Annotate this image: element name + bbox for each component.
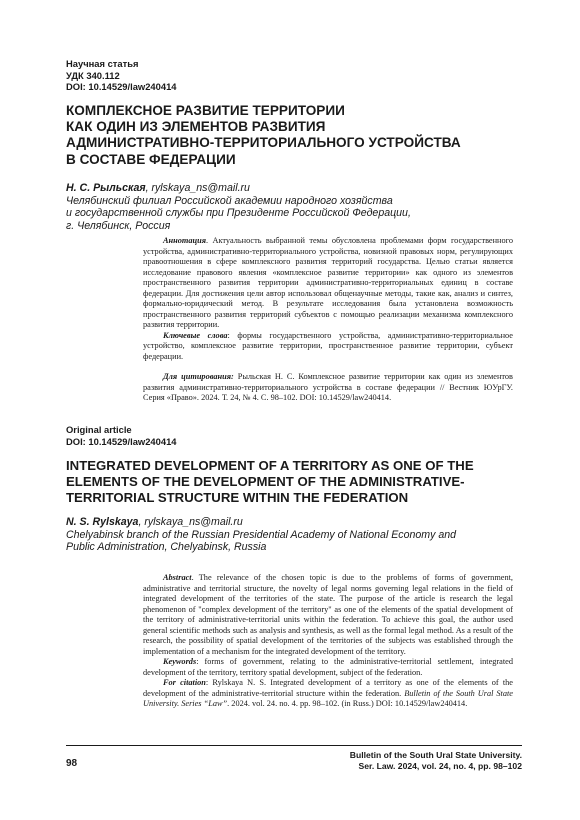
- en-title-line: TERRITORIAL STRUCTURE WITHIN THE FEDERATION: [66, 490, 409, 505]
- en-author-line: [66, 516, 456, 529]
- en-title-line: ELEMENTS OF THE DEVELOPMENT OF THE ADMINISTRATIVE-: [66, 474, 465, 489]
- en-abstract-label: Abstract: [163, 573, 192, 582]
- en-author-block: [66, 516, 456, 554]
- footer-rule: [66, 745, 522, 746]
- en-abstract: [143, 573, 513, 657]
- en-citation-text-2: . 2024. vol. 24. no. 4. pp. 98–102. (in Russ.) DOI: 10.14529/law240414.: [227, 699, 468, 708]
- ru-article-type: Научная статья: [66, 58, 139, 69]
- en-keywords-label: Keywords: [163, 657, 197, 666]
- ru-title-line: КОМПЛЕКСНОЕ РАЗВИТИЕ ТЕРРИТОРИИ: [66, 103, 345, 118]
- ru-affiliation-line: Челябинский филиал Российской академии народного хозяйства: [66, 194, 393, 207]
- ru-citation: [143, 372, 513, 404]
- ru-keywords-text: : формы государственного устройства, административно-территориальное устройство, комплексное развитие территории, пространственное развитие территории, субъект федерации.: [143, 330, 513, 361]
- ru-doi: DOI: 10.14529/law240414: [66, 81, 177, 93]
- en-abstract-block: [143, 573, 513, 710]
- en-citation-label: For citation: [163, 678, 206, 687]
- en-title-line: INTEGRATED DEVELOPMENT OF A TERRITORY AS ONE OF THE: [66, 458, 474, 473]
- ru-article-title: [66, 103, 461, 168]
- en-affiliation-line: Chelyabinsk branch of the Russian Presidential Academy of National Economy and: [66, 528, 457, 541]
- en-citation-text-1: : Rylskaya N. S. Integrated development of a territory as one of the elements of the development of the administrative-territorial structure within the federation.: [143, 678, 513, 698]
- en-abstract-text: . The relevance of the chosen topic is due to the problems of forms of government, administrative and territorial structure, the novelty of legal norms governing legal relations in the field of integrated development of the territories of the state. The purpose of the article is research the legal phenomenon of "complex development of the territory" as one of the elements of the spatial development of the territory of administrative-territorial units within the federation. To achieve this goal, the author used general scientific methods such as analysis and synthesis, as well as the formal legal method. As a result of the research, the possibility of spatial development of the territories of the subjects was established through the implementation of a mechanism for the integrated development of the territory.: [143, 573, 513, 656]
- ru-abstract-block: [143, 236, 513, 404]
- journal-footer-line: Ser. Law. 2024, vol. 24, no. 4, pp. 98–102: [358, 760, 522, 771]
- ru-keywords-label: Ключевые слова: [163, 330, 228, 340]
- ru-keywords: [143, 331, 513, 363]
- ru-title-line: КАК ОДИН ИЗ ЭЛЕМЕНТОВ РАЗВИТИЯ: [66, 119, 326, 135]
- ru-title-line: В СОСТАВЕ ФЕДЕРАЦИИ: [66, 151, 236, 167]
- ru-citation-text: Рыльская Н. С. Комплексное развитие территории как один из элементов развития административно-территориального устройства в составе федерации // Вестник ЮУрГУ. Серия «Право». 2024. Т. 24, № 4. С. 98–102. DOI: 10.14529/law240414.: [143, 372, 513, 402]
- ru-abstract-text: . Актуальность выбранной темы обусловлена проблемами форм государственного устройства, административно-территориального устройства, новизной правовых норм, регулирующих правоотношения в сфере комплексного развития территорий государства. Целью статьи является исследование правового явления «комплексное развитие территории» как одного из элементов пространственного развития территории административно-территориальных единиц в составе федерации. Для достижения цели автор использовал общенаучные методы, такие как, анализ и синтез, формально-юридический метод. В результате исследования была установлена возможность пространственного развития территорий субъектов с помощью реализации механизма комплексного развития территории.: [143, 236, 513, 329]
- en-article-type: Original article: [66, 424, 132, 435]
- ru-article-meta: [66, 58, 177, 93]
- ru-author-block: [66, 182, 411, 232]
- ru-citation-label: Для цитирования:: [163, 372, 234, 381]
- en-author-name: N. S. Rylskaya: [66, 516, 139, 528]
- page-number: 98: [66, 758, 78, 769]
- ru-author-line: [66, 182, 411, 195]
- ru-affiliation-line: г. Челябинск, Россия: [66, 219, 171, 232]
- ru-udk: УДК 340.112: [66, 69, 120, 81]
- en-citation-journal: Bulletin of the South Ural State University. Series “Law”: [143, 688, 513, 708]
- en-citation: [143, 678, 513, 710]
- ru-abstract: [143, 236, 513, 331]
- en-keywords-text: : forms of government, relating to the administrative-territorial settlement, integrated development of the territory, territory spatial development, subject of the federation.: [143, 657, 513, 677]
- journal-footer-line: Bulletin of the South Ural State University.: [349, 750, 522, 760]
- en-article-meta: [66, 424, 177, 447]
- ru-title-line: АДМИНИСТРАТИВНО-ТЕРРИТОРИАЛЬНОГО УСТРОЙСТВА: [66, 135, 461, 151]
- ru-affiliation-line: и государственной службы при Президенте Российской Федерации,: [66, 207, 411, 220]
- en-author-email: , rylskaya_ns@mail.ru: [138, 516, 243, 528]
- ru-author-name: Н. С. Рыльская: [66, 182, 146, 194]
- ru-abstract-label: Аннотация: [163, 236, 206, 245]
- en-doi: DOI: 10.14529/law240414: [66, 435, 177, 447]
- en-keywords: [143, 657, 513, 678]
- ru-author-email: , rylskaya_ns@mail.ru: [145, 182, 250, 194]
- journal-footer: [350, 750, 522, 772]
- en-article-title: [66, 458, 474, 506]
- en-affiliation-line: Public Administration, Chelyabinsk, Russia: [66, 541, 267, 554]
